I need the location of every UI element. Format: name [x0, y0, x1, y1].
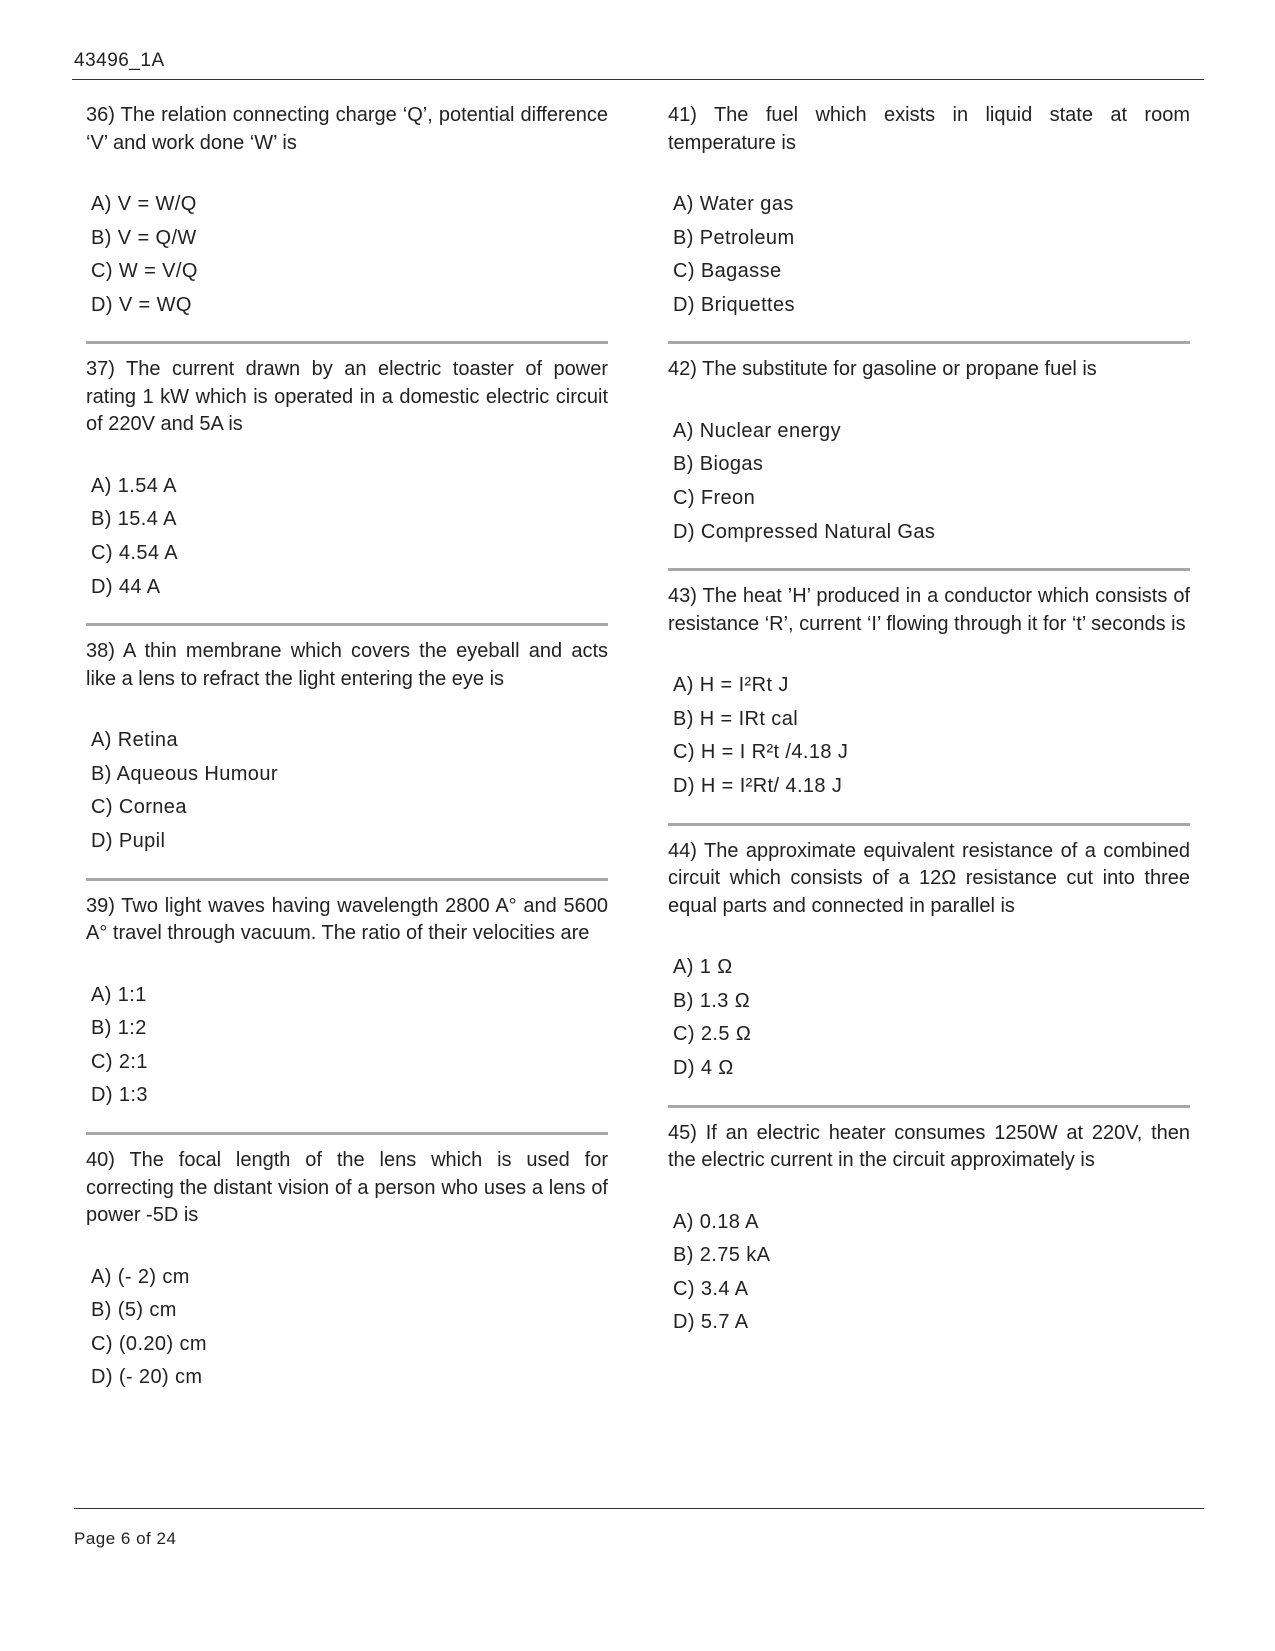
question-separator: [86, 878, 608, 881]
question-stem: The substitute for gasoline or propane fuel is: [702, 358, 1097, 381]
question-text: [668, 583, 1190, 638]
answer-option: C) W = V/Q: [91, 260, 198, 283]
answer-option: B) Biogas: [673, 453, 764, 476]
answer-option: B) Aqueous Humour: [91, 762, 278, 785]
answer-options: [673, 951, 1190, 1085]
question-42: [668, 356, 1190, 549]
answer-options: [91, 188, 608, 322]
question-stem: The heat ’H’ produced in a conductor which consists of resistance ‘R’, current ‘I’ flowing through it for ‘t’ seconds is: [668, 585, 1190, 635]
answer-option: C) 4.54 A: [91, 542, 178, 565]
answer-option: C) Cornea: [91, 796, 187, 819]
question-text: [668, 1120, 1190, 1175]
question-separator: [86, 1132, 608, 1135]
question-stem: A thin membrane which covers the eyeball and acts like a lens to refract the light entering the eye is: [86, 640, 608, 690]
question-36: [86, 102, 608, 322]
question-40: [86, 1147, 608, 1395]
question-text: [86, 638, 608, 693]
answer-option: B) 1.3 Ω: [673, 989, 751, 1012]
answer-option: B) V = Q/W: [91, 226, 197, 249]
answer-option: A) Retina: [91, 729, 178, 752]
question-41: [668, 102, 1190, 322]
answer-option: B) 1:2: [91, 1017, 147, 1040]
question-stem: If an electric heater consumes 1250W at 220V, then the electric current in the circuit approximately is: [668, 1121, 1190, 1171]
answer-option: D) (- 20) cm: [91, 1366, 203, 1389]
answer-option: A) V = W/Q: [91, 193, 197, 215]
answer-option: C) 2:1: [91, 1050, 148, 1073]
answer-option: B) H = IRt cal: [673, 707, 799, 730]
answer-option: A) 1.54 A: [91, 474, 177, 497]
answer-option: D) 4 Ω: [673, 1056, 734, 1079]
answer-option: A) 1 Ω: [673, 956, 733, 979]
question-number: 39): [86, 894, 115, 917]
question-stem: The approximate equivalent resistance of a combined circuit which consists of a 12Ω resistance cut into three equal parts and connected in parallel is: [668, 839, 1190, 917]
question-text: [668, 838, 1190, 921]
question-separator: [668, 341, 1190, 344]
answer-options: [91, 470, 608, 604]
answer-option: C) 3.4 A: [673, 1277, 749, 1300]
question-number: 36): [86, 104, 115, 126]
answer-option: D) Pupil: [91, 830, 166, 853]
answer-option: C) 2.5 Ω: [673, 1023, 752, 1046]
answer-option: D) H = I²Rt/ 4.18 J: [673, 775, 843, 798]
question-separator: [86, 623, 608, 626]
question-text: [86, 102, 608, 157]
answer-option: B) Petroleum: [673, 226, 795, 249]
answer-option: A) 0.18 A: [673, 1210, 759, 1233]
question-separator: [668, 823, 1190, 826]
question-text: [86, 893, 608, 948]
answer-option: B) (5) cm: [91, 1299, 177, 1322]
answer-option: C) Freon: [673, 487, 756, 510]
question-separator: [668, 1105, 1190, 1108]
answer-options: [91, 1261, 608, 1395]
question-39: [86, 893, 608, 1113]
question-text: [86, 1147, 608, 1230]
answer-option: C) Bagasse: [673, 260, 782, 283]
page-number: Page 6 of 24: [74, 1529, 177, 1548]
answer-option: D) Compressed Natural Gas: [673, 520, 936, 543]
question-43: [668, 583, 1190, 803]
answer-option: A) Water gas: [673, 193, 794, 215]
answer-option: A) (- 2) cm: [91, 1265, 190, 1288]
question-number: 44): [668, 839, 697, 862]
answer-option: D) 5.7 A: [673, 1311, 749, 1334]
answer-options: [91, 724, 608, 858]
answer-option: C) H = I R²t /4.18 J: [673, 741, 849, 764]
question-stem: The relation connecting charge ‘Q’, potential difference ‘V’ and work done ‘W’ is: [86, 104, 608, 154]
left-question-column: [86, 102, 608, 1395]
header-rule: [72, 79, 1204, 80]
question-number: 41): [668, 104, 697, 126]
right-question-column: [668, 102, 1190, 1340]
answer-options: [673, 188, 1190, 322]
document-code: 43496_1A: [74, 50, 165, 71]
answer-option: D) Briquettes: [673, 293, 795, 316]
answer-option: C) (0.20) cm: [91, 1332, 207, 1355]
question-stem: The focal length of the lens which is used for correcting the distant vision of a person who uses a lens of power -5D is: [86, 1149, 609, 1226]
question-number: 40): [86, 1149, 115, 1171]
answer-option: D) V = WQ: [91, 293, 192, 316]
question-separator: [86, 341, 608, 344]
question-45: [668, 1120, 1190, 1340]
answer-option: A) 1:1: [91, 983, 147, 1006]
question-stem: The fuel which exists in liquid state at room temperature is: [668, 104, 1190, 154]
question-text: [668, 102, 1190, 157]
question-text: [668, 356, 1190, 384]
question-44: [668, 838, 1190, 1086]
question-number: 42): [668, 358, 697, 381]
answer-option: A) H = I²Rt J: [673, 674, 789, 697]
answer-option: A) Nuclear energy: [673, 419, 841, 442]
question-separator: [668, 568, 1190, 571]
question-stem: The current drawn by an electric toaster of power rating 1 kW which is operated in a domestic electric circuit of 220V and 5A is: [86, 358, 608, 436]
answer-option: B) 2.75 kA: [673, 1244, 771, 1267]
answer-options: [673, 415, 1190, 549]
answer-option: D) 1:3: [91, 1084, 148, 1107]
answer-option: D) 44 A: [91, 575, 161, 598]
question-number: 38): [86, 640, 115, 663]
question-number: 37): [86, 358, 115, 381]
question-number: 43): [668, 585, 697, 608]
footer-rule: [74, 1508, 1204, 1509]
answer-options: [673, 1206, 1190, 1340]
answer-options: [673, 669, 1190, 803]
question-text: [86, 356, 608, 439]
question-38: [86, 638, 608, 858]
question-stem: Two light waves having wavelength 2800 A° and 5600 A° travel through vacuum. The ratio of their velocities are: [86, 894, 608, 945]
question-number: 45): [668, 1121, 697, 1144]
answer-option: B) 15.4 A: [91, 508, 177, 531]
answer-options: [91, 979, 608, 1113]
question-37: [86, 356, 608, 604]
